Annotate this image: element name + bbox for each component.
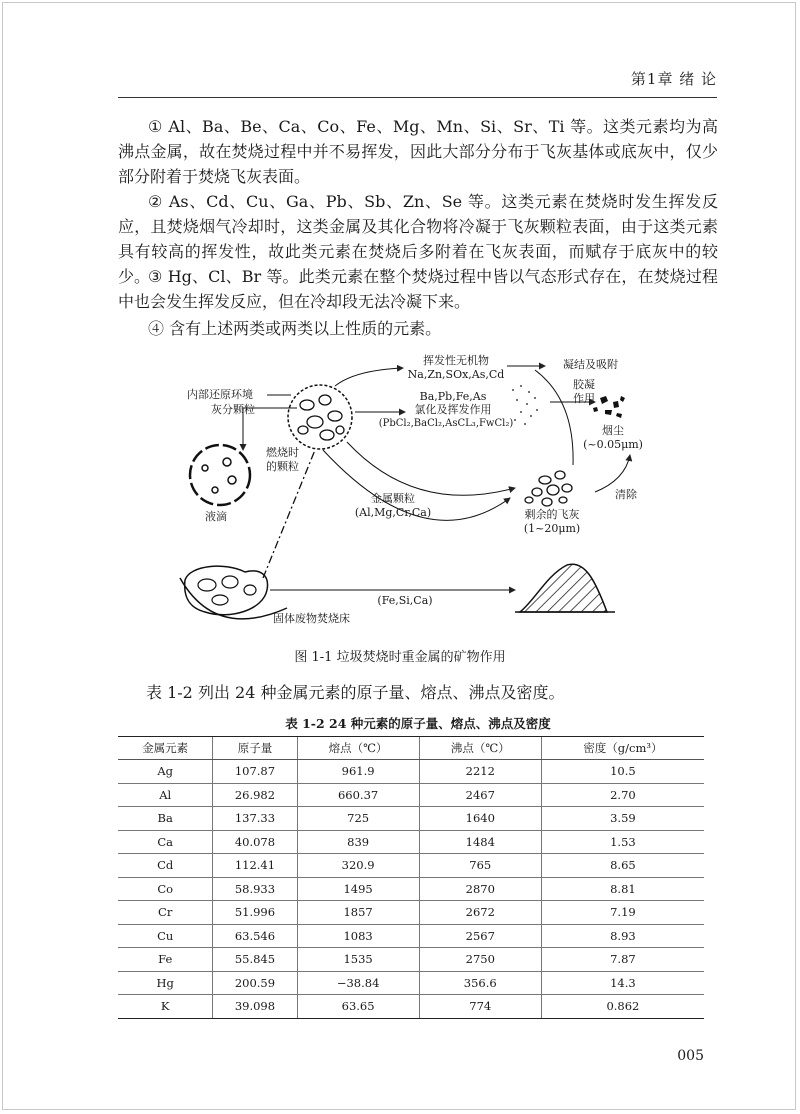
label-residual-size: (1~20μm) — [523, 522, 581, 535]
cell-atomic-weight: 39.098 — [213, 995, 297, 1019]
cell-atomic-weight: 200.59 — [213, 971, 297, 995]
table-row — [118, 995, 704, 1019]
cell-melting-point: 1083 — [297, 924, 419, 948]
label-condense-adsorb: 凝结及吸附 — [563, 358, 618, 371]
table-row — [118, 971, 704, 995]
table-row — [118, 760, 704, 784]
table-row — [118, 948, 704, 972]
label-chlor-products: (PbCl₂,BaCl₂,AsCL₃,FwCl₂) — [378, 418, 514, 429]
cell-element: Ag — [118, 760, 213, 784]
ash-heap-shape — [520, 564, 607, 612]
paragraph-3: ③ Hg、Cl、Br 等。此类元素在整个焚烧过程中皆以气态形式存在，在焚烧过程中也会发生挥发反应，但在冷却段无法冷凝下来。 — [118, 267, 718, 311]
cell-atomic-weight: 40.078 — [213, 830, 297, 854]
figure-heavy-metal-mineralization — [175, 350, 645, 630]
cell-atomic-weight: 26.982 — [213, 783, 297, 807]
cell-element: Al — [118, 783, 213, 807]
label-chlor-species: Ba,Pb,Fe,As — [419, 390, 487, 403]
cell-melting-point: 660.37 — [297, 783, 419, 807]
label-burning-particle-2: 的颗粒 — [266, 460, 299, 473]
cell-atomic-weight: 51.996 — [213, 901, 297, 925]
label-colloid-2: 作用 — [573, 392, 595, 405]
cell-boiling-point: 2870 — [419, 877, 541, 901]
cell-melting-point: 725 — [297, 807, 419, 831]
label-bed-species: (Fe,Si,Ca) — [377, 594, 433, 607]
cell-element: Cr — [118, 901, 213, 925]
cell-density: 2.70 — [541, 783, 704, 807]
cell-boiling-point: 356.6 — [419, 971, 541, 995]
table-row — [118, 830, 704, 854]
cell-element: Ca — [118, 830, 213, 854]
table-row — [118, 854, 704, 878]
cell-density: 8.93 — [541, 924, 704, 948]
table-row — [118, 807, 704, 831]
cell-boiling-point: 2672 — [419, 901, 541, 925]
cell-density: 10.5 — [541, 760, 704, 784]
label-volatile-inorganic: 挥发性无机物 — [423, 354, 489, 367]
droplet-shape — [190, 445, 250, 505]
cell-melting-point: 1535 — [297, 948, 419, 972]
cell-element: Ba — [118, 807, 213, 831]
cell-element: K — [118, 995, 213, 1019]
cell-element: Hg — [118, 971, 213, 995]
cell-melting-point: 320.9 — [297, 854, 419, 878]
cell-melting-point: 1495 — [297, 877, 419, 901]
label-burning-particle-1: 燃烧时 — [266, 446, 299, 459]
cell-boiling-point: 765 — [419, 854, 541, 878]
cell-atomic-weight: 107.87 — [213, 760, 297, 784]
col-header-density: 密度（g/cm³） — [541, 737, 704, 760]
label-removal: 清除 — [615, 488, 637, 501]
cell-density: 8.65 — [541, 854, 704, 878]
cell-melting-point: 961.9 — [297, 760, 419, 784]
cell-element: Fe — [118, 948, 213, 972]
col-header-boiling-point: 沸点（℃） — [419, 737, 541, 760]
label-volatile-species: Na,Zn,SOx,As,Cd — [407, 368, 505, 381]
cell-boiling-point: 2567 — [419, 924, 541, 948]
paragraph-1: ① Al、Ba、Be、Ca、Co、Fe、Mg、Mn、Si、Sr、Ti 等。这类元素均为高沸点金属，故在焚烧过程中并不易挥发，因此大部分分布于飞灰基体或底灰中，仅少部分附着于焚烧飞灰表面。 — [118, 117, 718, 186]
cell-density: 0.862 — [541, 995, 704, 1019]
header-rule — [118, 97, 717, 98]
cell-boiling-point: 1484 — [419, 830, 541, 854]
col-header-element: 金属元素 — [118, 737, 213, 760]
label-metal-particle: 金属颗粒 — [371, 492, 415, 505]
cell-atomic-weight: 63.546 — [213, 924, 297, 948]
table-row — [118, 877, 704, 901]
cell-element: Cu — [118, 924, 213, 948]
page-number: 005 — [677, 1048, 704, 1064]
label-chlor: 氯化及挥发作用 — [414, 403, 492, 416]
table-row — [118, 783, 704, 807]
cell-element: Co — [118, 877, 213, 901]
cell-boiling-point: 2467 — [419, 783, 541, 807]
cell-density: 7.19 — [541, 901, 704, 925]
element-properties-table — [118, 736, 704, 1019]
cell-melting-point: 1857 — [297, 901, 419, 925]
waste-bed-shape — [185, 566, 268, 615]
table-row — [118, 924, 704, 948]
cell-atomic-weight: 55.845 — [213, 948, 297, 972]
label-droplet: 液滴 — [205, 510, 227, 523]
label-smoke-size: (~0.05μm) — [583, 438, 643, 451]
cell-atomic-weight: 58.933 — [213, 877, 297, 901]
table-title: 表 1-2 24 种元素的原子量、熔点、沸点及密度 — [285, 716, 551, 731]
cell-boiling-point: 2750 — [419, 948, 541, 972]
cell-melting-point: 63.65 — [297, 995, 419, 1019]
paragraph-2: ② As、Cd、Cu、Ga、Pb、Sb、Zn、Se 等。这类元素在焚烧时发生挥发反应，且焚烧烟气冷却时，这类金属及其化合物将冷凝于飞灰颗粒表面，由于这类元素具有较高的挥发性，故此类元素在焚烧后多附着在飞灰表面，而赋存于底灰中的较少。 — [118, 192, 718, 286]
cell-density: 3.59 — [541, 807, 704, 831]
label-smoke: 烟尘 — [602, 424, 624, 437]
cell-melting-point: 839 — [297, 830, 419, 854]
table-intro: 表 1-2 列出 24 种金属元素的原子量、熔点、沸点及密度。 — [146, 683, 565, 702]
label-ash-particle: 灰分颗粒 — [211, 403, 255, 416]
cell-density: 1.53 — [541, 830, 704, 854]
cell-boiling-point: 774 — [419, 995, 541, 1019]
table-row — [118, 901, 704, 925]
table-header-row — [118, 737, 704, 760]
label-colloid-1: 胶凝 — [573, 378, 595, 391]
chapter-header: 第1章 绪 论 — [630, 70, 717, 88]
figure-caption: 图 1-1 垃圾焚烧时重金属的矿物作用 — [294, 650, 506, 665]
label-solid-bed: 固体废物焚烧床 — [273, 612, 350, 625]
label-internal-env: 内部还原环境 — [187, 388, 253, 401]
cell-atomic-weight: 112.41 — [213, 854, 297, 878]
cell-boiling-point: 2212 — [419, 760, 541, 784]
cell-density: 7.87 — [541, 948, 704, 972]
cell-density: 8.81 — [541, 877, 704, 901]
cell-atomic-weight: 137.33 — [213, 807, 297, 831]
cell-boiling-point: 1640 — [419, 807, 541, 831]
cell-density: 14.3 — [541, 971, 704, 995]
paragraph-4: ④ 含有上述两类或两类以上性质的元素。 — [148, 319, 442, 338]
label-residual-ash: 剩余的飞灰 — [524, 508, 580, 521]
label-metal-species: (Al,Mg,Cr,Ca) — [354, 506, 432, 519]
col-header-melting-point: 熔点（℃） — [297, 737, 419, 760]
cell-element: Cd — [118, 854, 213, 878]
col-header-atomic-weight: 原子量 — [213, 737, 297, 760]
cell-melting-point: −38.84 — [297, 971, 419, 995]
